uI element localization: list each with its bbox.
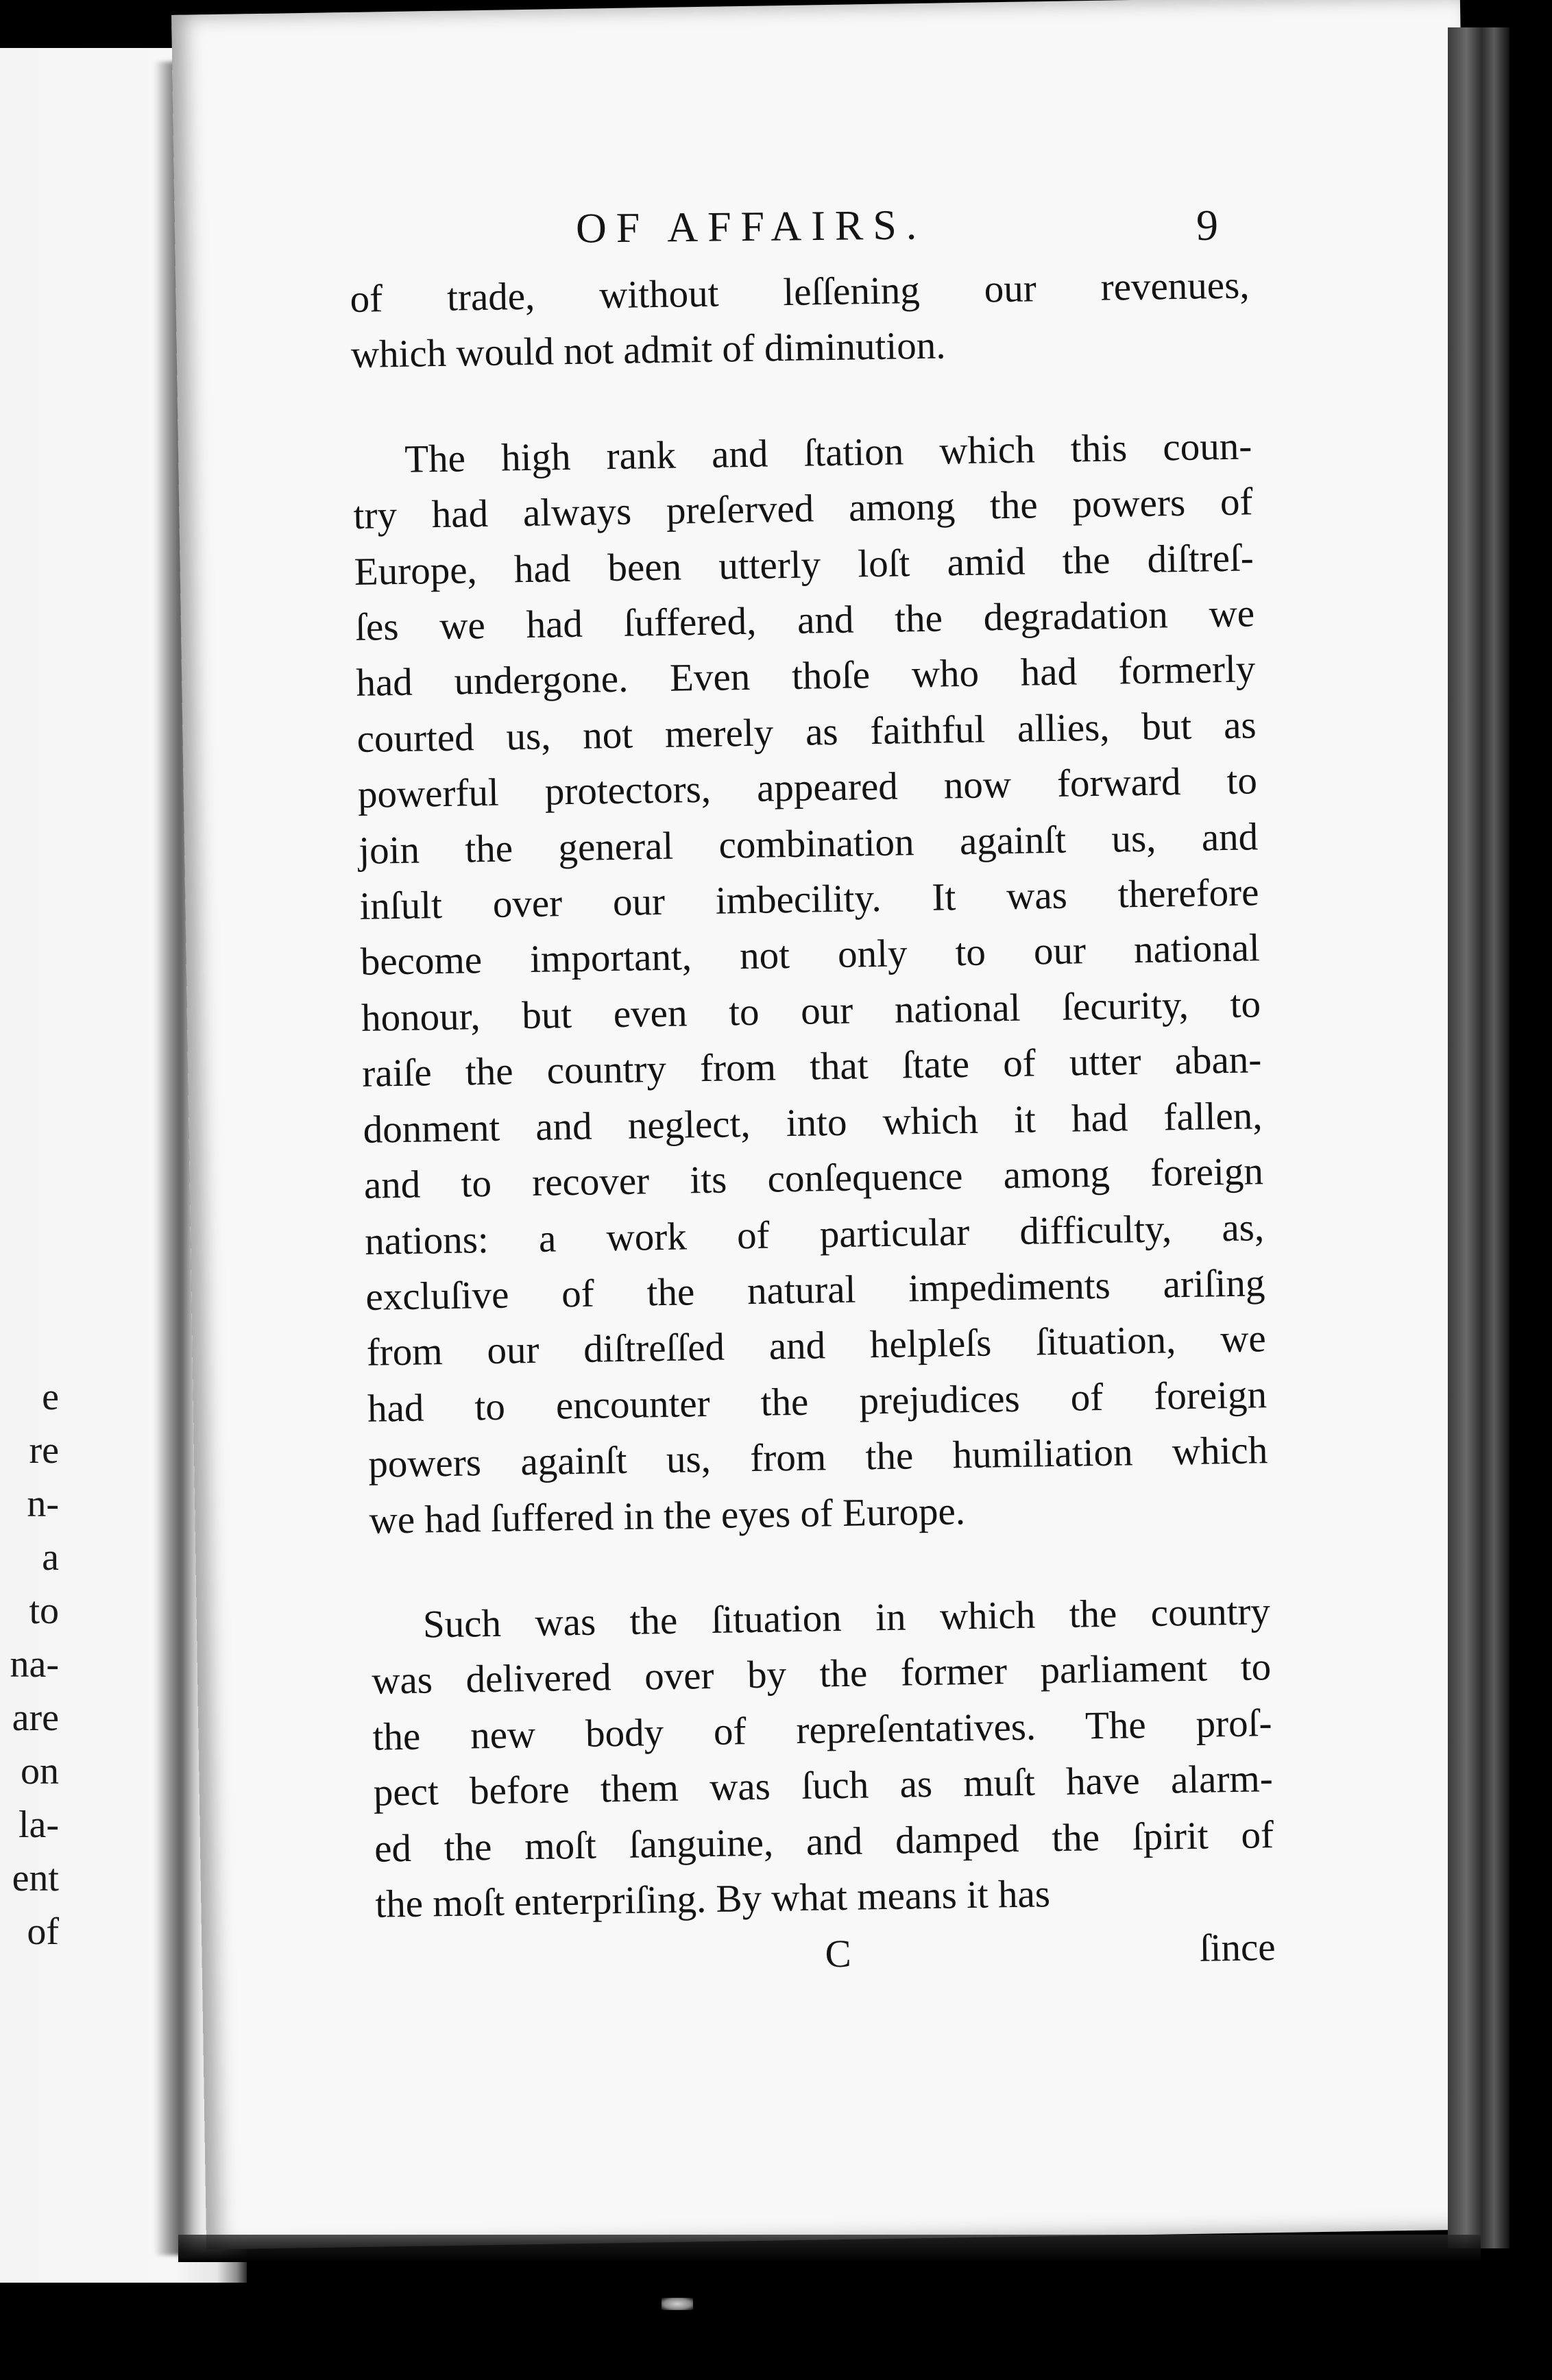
- text-line: was delivered over by the former parliament to: [371, 1645, 1272, 1703]
- text-line: courted us, not merely as faithful allies, but as: [356, 703, 1257, 761]
- previous-page-fragment: re: [29, 1429, 59, 1472]
- body-text: [350, 257, 1276, 1989]
- page-bottom-shadow: [178, 2235, 1481, 2262]
- text-line: The high rank and ſtation which this coun-: [404, 424, 1252, 481]
- text-line: Europe, had been utterly loſt amid the diſtreſ-: [354, 535, 1254, 594]
- paragraphs: [350, 257, 1275, 1932]
- text-line: powerful protectors, appeared now forward to: [357, 759, 1258, 817]
- text-line: honour, but even to our national ſecurity, to: [361, 982, 1261, 1040]
- text-line: ſes we had ſuffered, and the degradation we: [354, 592, 1255, 649]
- text-line: powers againſt us, from the humiliation which: [367, 1429, 1268, 1486]
- running-head: OF AFFAIRS.: [575, 202, 927, 252]
- paragraph: [350, 257, 1250, 382]
- text-line: had to encounter the prejudices of foreign: [367, 1372, 1268, 1431]
- text-line: become important, not only to our national: [360, 926, 1261, 984]
- previous-page-fragment: of: [27, 1910, 59, 1953]
- text-line: excluſive of the natural impediments ariſing: [365, 1261, 1265, 1319]
- text-line: and to recover its conſequence among foreign: [363, 1150, 1264, 1207]
- page-block-edge: [1448, 27, 1509, 2248]
- signature-mark: C: [825, 1932, 852, 1976]
- text-line: join the general combination againſt us, and: [358, 814, 1259, 873]
- previous-page-fragment: are: [12, 1697, 59, 1739]
- page-number: 9: [1196, 201, 1218, 250]
- previous-page-fragment: on: [21, 1750, 59, 1793]
- text-line: ed the moſt ſanguine, and damped the ſpirit of: [374, 1812, 1274, 1871]
- previous-page-fragment: e: [42, 1376, 59, 1418]
- previous-page-fragment: to: [29, 1590, 59, 1632]
- text-line: try had always preſerved among the powers of: [353, 480, 1253, 538]
- text-line: the new body of repreſentatives. The proſ-: [372, 1701, 1272, 1759]
- text-line: inſult over our imbecility. It was therefore: [359, 871, 1259, 928]
- text-line: raiſe the country from that ſtate of utter aban-: [361, 1038, 1262, 1096]
- text-line: from our diſtreſſed and helpleſs ſituation, we: [366, 1317, 1267, 1375]
- ink-smudge: [662, 2298, 693, 2310]
- previous-page-fragment: a: [42, 1536, 59, 1579]
- text-line: nations: a work of particular difficulty, as,: [364, 1205, 1265, 1263]
- previous-page-fragment: la-: [18, 1804, 59, 1846]
- text-line: pect before them was ſuch as muſt have alarm-: [373, 1757, 1274, 1814]
- paragraph: [352, 418, 1269, 1549]
- text-line: had undergone. Even thoſe who had formerly: [355, 647, 1256, 705]
- text-line: Such was the ſituation in which the country: [422, 1590, 1271, 1647]
- paragraph: [370, 1583, 1275, 1932]
- text-line: the moſt enterpriſing. By what means it has: [374, 1872, 1051, 1926]
- text-line: donment and neglect, into which it had fallen,: [363, 1093, 1263, 1152]
- text-line: we had ſuffered in the eyes of Europe.: [369, 1489, 966, 1542]
- catchword: ſince: [1199, 1926, 1276, 1971]
- previous-page-fragment: ent: [12, 1857, 59, 1899]
- previous-page-fragment: n-: [27, 1483, 59, 1525]
- text-line: which would not admit of diminution.: [350, 324, 946, 377]
- text-line: of trade, without leſſening our revenues,: [350, 263, 1250, 321]
- previous-page-fragment: na-: [10, 1643, 59, 1686]
